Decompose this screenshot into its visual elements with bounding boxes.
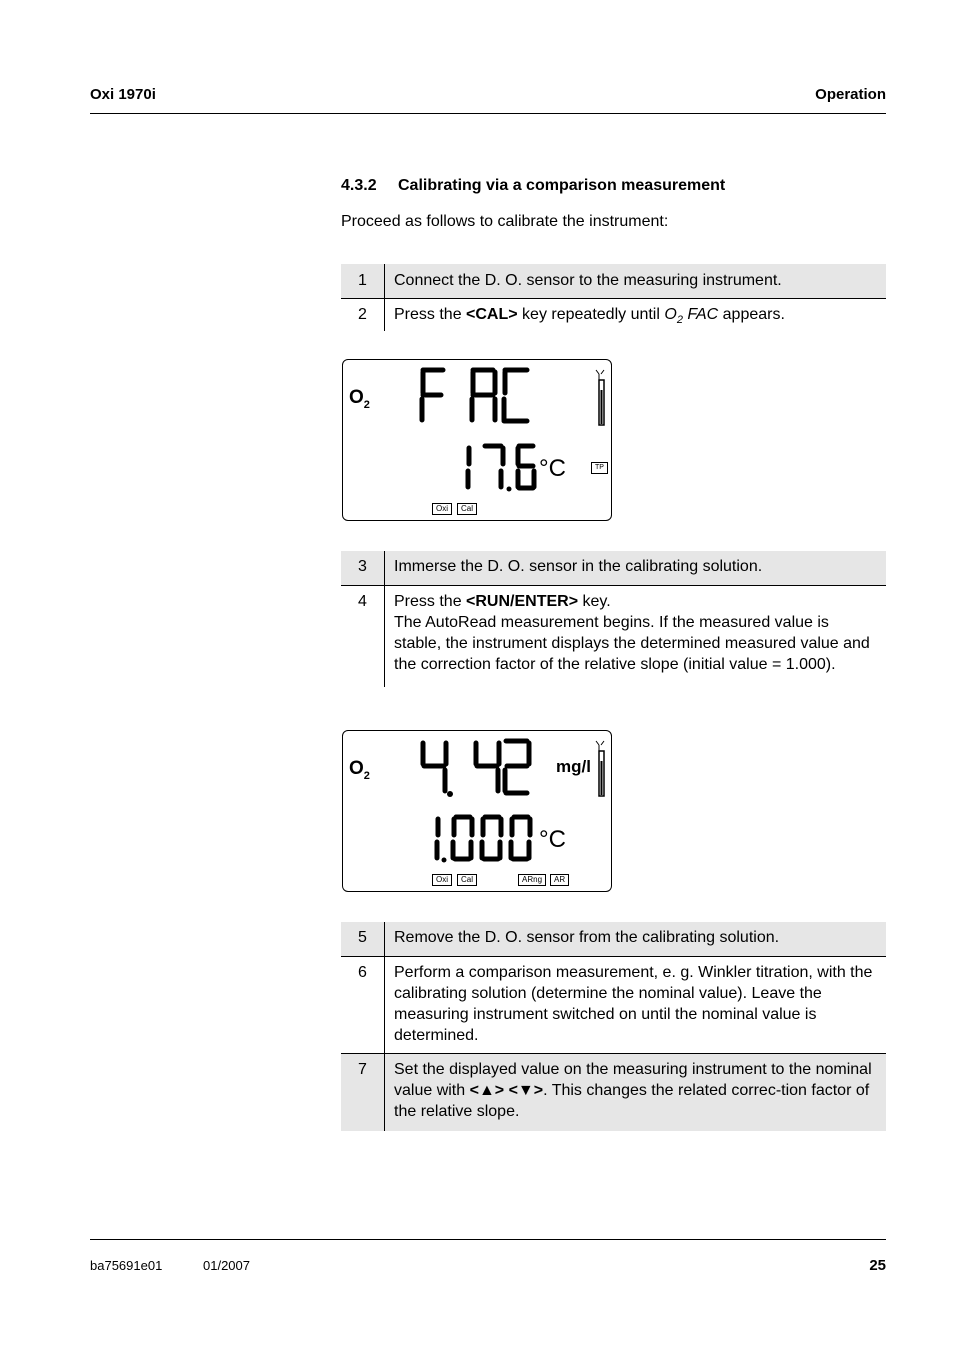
unit-celsius: °C [539, 455, 566, 482]
footer-doc-id: ba75691e01 [90, 1258, 163, 1273]
steps-table-3 [341, 922, 886, 1131]
footer-date: 01/2007 [203, 1258, 250, 1273]
mode-tag: ARng [518, 874, 546, 886]
section-title: Calibrating via a comparison measurement [398, 177, 726, 194]
step-text: Connect the D. O. sensor to the measuring instrument. [385, 264, 887, 298]
intro-text: Proceed as follows to calibrate the instrument: [341, 213, 669, 230]
param-label: $O_2$ [349, 758, 370, 782]
step-text: Press the <RUN/ENTER> key. The AutoRead measurement begins. If the measured value is stable, the instrument displays the determined measured value and the correction factor of the relative slope (initial value = 1.000). [385, 585, 887, 687]
steps-table-1 [341, 264, 886, 331]
page-number: 25 [869, 1257, 886, 1274]
param-label: $O_2$ [349, 387, 370, 411]
step-row [341, 298, 886, 331]
mode-tag: Oxi [432, 874, 452, 886]
tp-tag: TP [591, 462, 608, 474]
step-number: 7 [341, 1053, 385, 1131]
section-number: 4.3.2 [341, 177, 377, 194]
unit-celsius: °C [539, 826, 566, 853]
step-text: Immerse the D. O. sensor in the calibrating solution. [385, 551, 887, 585]
steps-table-2 [341, 551, 886, 687]
mode-tag: Oxi [432, 503, 452, 515]
step-number: 2 [341, 298, 385, 331]
step-row [341, 551, 886, 585]
section-heading [341, 177, 725, 195]
step-number: 3 [341, 551, 385, 585]
step-row [341, 1053, 886, 1131]
lcd-display-reading [342, 730, 612, 892]
footer-rule [90, 1239, 886, 1240]
lcd-display-fac [342, 359, 612, 521]
step-row [341, 922, 886, 956]
step-text: Perform a comparison measurement, e. g. Winkler titration, with the calibrating solution (determine the nominal value). Leave the measuring instrument switched on until the nominal value is determined. [385, 956, 887, 1053]
seven-segment-readout [343, 731, 611, 891]
step-row [341, 585, 886, 687]
step-row [341, 264, 886, 298]
mode-tag: AR [550, 874, 569, 886]
step-text: Set the displayed value on the measuring instrument to the nominal value with <▲> <▼>. This changes the related correc-tion factor of the relative slope. [385, 1053, 887, 1131]
step-number: 4 [341, 585, 385, 687]
seven-segment-readout [343, 360, 611, 520]
header-chapter: Operation [815, 86, 886, 103]
step-text: Press the <CAL> key repeatedly until $O_2$ FAC appears. [385, 298, 887, 331]
step-number: 5 [341, 922, 385, 956]
mode-tag: Cal [457, 503, 477, 515]
step-text: Remove the D. O. sensor from the calibrating solution. [385, 922, 887, 956]
header-product: Oxi 1970i [90, 86, 156, 103]
step-number: 6 [341, 956, 385, 1053]
step-number: 1 [341, 264, 385, 298]
step-row [341, 956, 886, 1053]
unit-mgl: mg/l [556, 757, 591, 776]
mode-tag: Cal [457, 874, 477, 886]
header-rule [90, 113, 886, 114]
